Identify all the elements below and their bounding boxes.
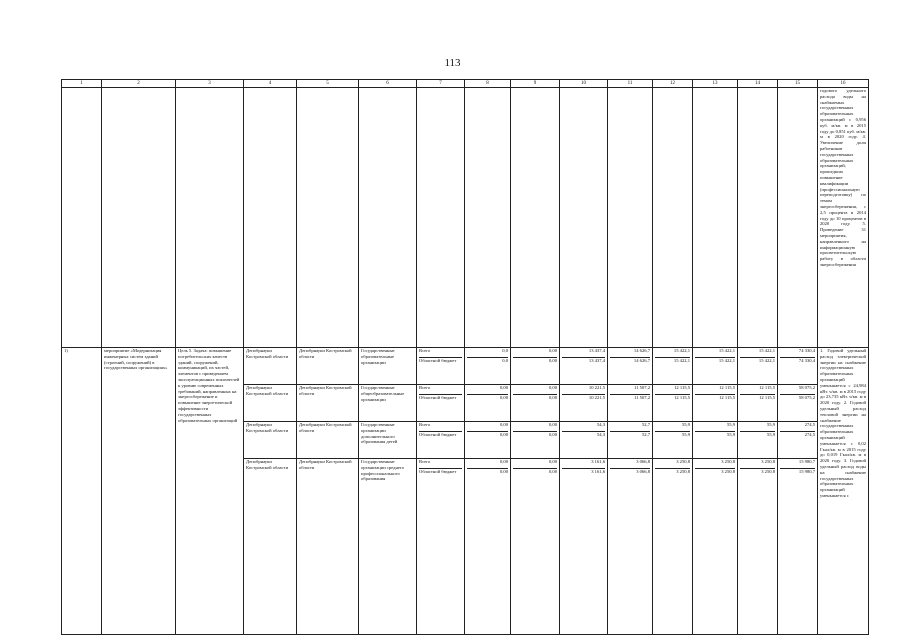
value-cell: 58 075,2 [780, 385, 815, 395]
recipient: Государственные образовательные организации [359, 348, 417, 385]
col-num: 10 [560, 80, 608, 88]
executor: Депобрнауки Костромской области [297, 348, 359, 385]
col-num: 2 [102, 80, 176, 88]
value-cell: 3 250,8 [761, 469, 775, 474]
source-budget: Областной бюджет [419, 358, 457, 363]
col-num: 5 [297, 80, 359, 88]
value-cell: 3 250,8 [740, 459, 775, 469]
source-budget: Областной бюджет [419, 395, 457, 400]
executor: Депобрнауки Костромской области [297, 459, 359, 635]
measure-name: мероприятие «Модернизация инженерных систем зданий (строений, сооружений) в государственных организациях» [102, 348, 176, 635]
value-cell: 0,00 [467, 422, 508, 432]
col-num: 12 [653, 80, 693, 88]
value-cell: 0,00 [513, 348, 557, 358]
value-cell: 0,00 [513, 422, 557, 432]
value-cell: 0,00 [513, 385, 557, 395]
value-cell: 274,5 [780, 422, 815, 432]
col-num: 16 [818, 80, 869, 88]
col-num: 13 [693, 80, 738, 88]
value-cell: 3 066,8 [610, 459, 650, 469]
coordinator: Депобрнауки Костромской области [244, 459, 297, 635]
value-cell: 0,00 [548, 432, 557, 437]
value-cell: 55,9 [766, 432, 775, 437]
indicator-note-bottom: 1. Годовой удельный расход электрической энергии на снабжение государственных образовательных организаций уменьшается с 24,984 кВт. ч/кв. м в 2015 году до 23,735 кВт. ч/кв. м в 2020 году. 2. Годовой удельный расход тепловой энергии на снабжение государственных образовательных организаций уменьшается с 0,02 Гкал/кв. м в 2015 году до 0,019 Гкал/кв. м в 2020 году. 3. Годовой удельный расход воды на снабжение государственных образовательных организаций уменьшается с [818, 348, 869, 635]
value-cell: 15 422,1 [718, 358, 735, 363]
col-num: 15 [778, 80, 818, 88]
value-cell: 15 422,1 [655, 348, 690, 358]
value-cell: 15 980,7 [780, 459, 815, 469]
value-cell: 0,00 [548, 358, 557, 363]
value-cell: 0,0 [467, 348, 508, 358]
value-cell: 3 250,8 [695, 459, 735, 469]
value-cell: 13 437,4 [562, 348, 605, 358]
value-cell: 0,00 [467, 385, 508, 395]
value-cell: 0,00 [467, 459, 508, 469]
executor: Депобрнауки Костромской области [297, 422, 359, 459]
value-cell: 12 115,5 [759, 395, 775, 400]
value-cell: 274,5 [804, 432, 815, 437]
col-num: 4 [244, 80, 297, 88]
column-number-row [62, 80, 869, 88]
col-num: 14 [738, 80, 778, 88]
value-cell: 10 221,5 [562, 385, 605, 395]
goal-text: Цель 5. Задача: повышение потребительских качеств зданий, сооружений, коммуникаций, их частей, элементов с приведением эксплуатационных показателей к уровню современных требований, направленных на энергосбережение и повышение энергетической эффективности государственных образовательных организаций [176, 348, 244, 635]
value-cell: 15 422,1 [695, 348, 735, 358]
program-table [61, 79, 869, 635]
value-cell: 0,00 [499, 395, 508, 400]
value-cell: 55,9 [726, 432, 735, 437]
executor: Депобрнауки Костромской области [297, 385, 359, 422]
value-cell: 52,7 [610, 422, 650, 432]
col-num: 1 [62, 80, 102, 88]
source-budget: Областной бюджет [419, 432, 457, 437]
value-cell: 58 075,2 [798, 395, 815, 400]
value-cell: 0,00 [499, 469, 508, 474]
source-total: Всего [419, 422, 462, 432]
value-cell: 55,9 [740, 422, 775, 432]
value-cell: 55,9 [655, 422, 690, 432]
source-total: Всего [419, 459, 462, 469]
col-num: 7 [417, 80, 465, 88]
continuation-row [62, 88, 869, 348]
value-cell: 0,00 [548, 469, 557, 474]
value-cell: 74 330,4 [798, 358, 815, 363]
row-number: 1) [62, 348, 102, 635]
page-number: 113 [444, 57, 461, 69]
value-cell: 10 221,5 [588, 395, 605, 400]
recipient: Государственные организации среднего профессионального образования [359, 459, 417, 635]
value-cell: 11 507,2 [610, 385, 650, 395]
coordinator: Депобрнауки Костромской области [244, 348, 297, 385]
value-cell: 15 980,7 [798, 469, 815, 474]
value-cell: 55,9 [695, 422, 735, 432]
value-cell: 15 422,1 [740, 348, 775, 358]
value-cell: 3 161,6 [591, 469, 605, 474]
col-num: 8 [465, 80, 511, 88]
source-total: Всего [419, 348, 462, 358]
value-cell: 55,9 [681, 432, 690, 437]
value-cell: 3 066,8 [636, 469, 650, 474]
value-cell: 12 115,5 [740, 385, 775, 395]
value-cell: 14 626,7 [610, 348, 650, 358]
coordinator: Депобрнауки Костромской области [244, 422, 297, 459]
source-total: Всего [419, 385, 462, 395]
value-cell: 52,7 [641, 432, 650, 437]
value-cell: 0,00 [548, 395, 557, 400]
value-cell: 3 250,8 [721, 469, 735, 474]
value-cell: 3 161,6 [562, 459, 605, 469]
value-cell: 0,00 [499, 432, 508, 437]
value-cell: 13 437,4 [588, 358, 605, 363]
source-budget: Областной бюджет [419, 469, 457, 474]
value-cell: 3 250,8 [676, 469, 690, 474]
value-cell: 14 626,7 [633, 358, 650, 363]
value-cell: 74 330,4 [780, 348, 815, 358]
value-cell: 3 250,8 [655, 459, 690, 469]
value-cell: 54,3 [562, 422, 605, 432]
col-num: 3 [176, 80, 244, 88]
value-cell: 0,00 [513, 459, 557, 469]
value-cell: 54,3 [596, 432, 605, 437]
value-cell: 15 422,1 [673, 358, 690, 363]
recipient: Государственные общеобразовательные организации [359, 385, 417, 422]
value-cell: 0,0 [502, 358, 508, 363]
value-cell: 11 507,2 [634, 395, 650, 400]
col-num: 11 [608, 80, 653, 88]
value-cell: 15 422,1 [758, 358, 775, 363]
recipient: Государственные организации дополнительного образования детей [359, 422, 417, 459]
col-num: 9 [511, 80, 560, 88]
value-cell: 12 115,5 [674, 395, 690, 400]
coordinator: Депобрнауки Костромской области [244, 385, 297, 422]
col-num: 6 [359, 80, 417, 88]
value-cell: 12 115,5 [695, 385, 735, 395]
value-cell: 12 115,5 [719, 395, 735, 400]
table-row [62, 348, 869, 385]
value-cell: 12 115,5 [655, 385, 690, 395]
indicator-note-top: годового удельного расхода воды на снабжаемых государственных образовательных организаций с 0,956 куб. м/кв. м в 2015 году до 0,851 куб. м/кв. м в 2020 году. 4. Увеличение доли работников государственных образовательных организаций, прошедших повышение квалификации (профессиональную переподготовку) по темам энергосбережения, с 2,5 процента в 2014 году до 10 процентов в 2020 году. 5. Проведение 31 мероприятия, направленного на информационную просветительскую работу в области энергосбережения [818, 88, 869, 348]
